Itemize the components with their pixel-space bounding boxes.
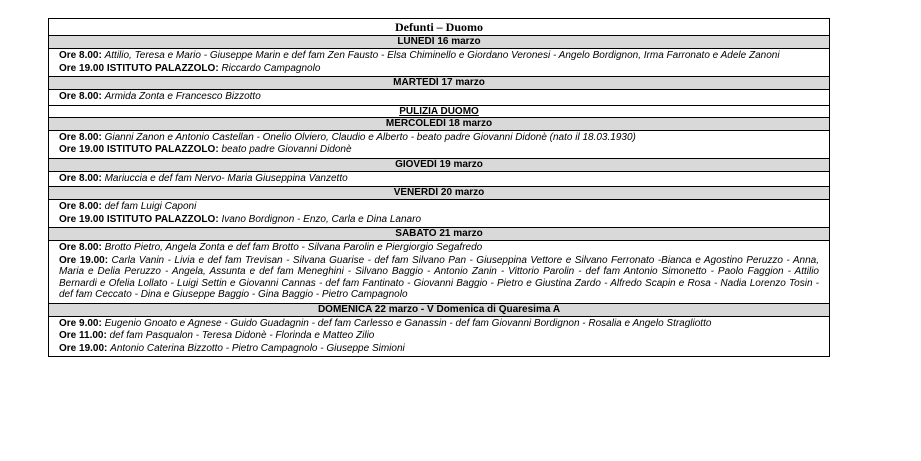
day-header-wednesday: MERCOLEDÍ 18 marzo xyxy=(49,118,829,131)
mass-time: Ore 9.00: xyxy=(59,317,102,329)
mass-intentions: Ivano Bordignon - Enzo, Carla e Dina Lanaro xyxy=(221,213,422,225)
mass-entry xyxy=(59,201,819,213)
mass-intentions: def fam Pasqualon - Teresa Didonè - Florinda e Matteo Zilio xyxy=(109,330,375,341)
mass-time: Ore 8.00: xyxy=(59,50,102,61)
mass-intentions: Gianni Zanon e Antonio Castellan - Onelio Olviero, Claudio e Alberto - beato padre Giovanni Didonè (nato il 18.03.1930) xyxy=(104,131,636,143)
mass-entry xyxy=(59,242,819,254)
mass-time: Ore 19.00: xyxy=(59,254,109,266)
mass-entry xyxy=(59,132,819,144)
day-header-thursday: GIOVEDÍ 19 marzo xyxy=(49,159,829,172)
mass-entry xyxy=(59,50,819,62)
mass-time: Ore 19.00 ISTITUTO PALAZZOLO: xyxy=(59,144,219,155)
day-header-saturday: SABATO 21 marzo xyxy=(49,228,829,241)
mass-time: Ore 8.00: xyxy=(59,172,102,184)
mass-time: Ore 8.00: xyxy=(59,201,102,212)
mass-time: Ore 8.00: xyxy=(59,131,102,143)
mass-entry xyxy=(59,214,819,226)
mass-entry xyxy=(59,318,819,330)
mass-entry xyxy=(59,63,819,75)
day-section-monday xyxy=(49,49,829,77)
day-section-wednesday xyxy=(49,131,829,159)
mass-intentions: Brotto Pietro, Angela Zonta e def fam Brotto - Silvana Parolin e Piergiorgio Segafredo xyxy=(104,242,483,253)
day-section-thursday xyxy=(49,172,829,188)
mass-intentions: def fam Luigi Caponi xyxy=(104,201,197,212)
mass-time: Ore 19.00 ISTITUTO PALAZZOLO: xyxy=(59,213,219,225)
day-section-sunday xyxy=(49,317,829,357)
cleaning-notice: PULIZIA DUOMO xyxy=(49,106,829,118)
day-section-saturday xyxy=(49,241,829,304)
mass-intentions: Riccardo Campagnolo xyxy=(221,62,321,74)
page-title: Defunti – Duomo xyxy=(49,19,829,36)
day-header-monday: LUNEDÍ 16 marzo xyxy=(49,36,829,49)
day-section-tuesday xyxy=(49,90,829,106)
mass-entry xyxy=(59,343,819,355)
mass-time: Ore 11.00: xyxy=(59,330,107,341)
mass-time: Ore 8.00: xyxy=(59,91,102,102)
mass-intentions: Attilio, Teresa e Mario - Giuseppe Marin e def fam Zen Fausto - Elsa Chiminello e Giordano Veronesi - Angelo Bordignon, Irma Farronato e Adele Zanoni xyxy=(104,50,780,61)
day-section-friday xyxy=(49,200,829,228)
day-header-tuesday: MARTEDÍ 17 marzo xyxy=(49,77,829,90)
mass-intentions: beato padre Giovanni Didonè xyxy=(221,144,352,155)
mass-intentions: Carla Vanin - Livia e def fam Trevisan - Silvana Guarise - def fam Silvano Pan - Giuseppina Vettore e Silvano Ferronato -Bianca e Agostino Peruzzo - Anna, Maria e Delia Peruzzo - Angela, Assunta e def fam Meneghini - Silvano Baggio - Antonio Zanin - Vittorio Parolin - def fam Antonio Simonetto - Paolo Faggion - Attilio Bernardi e Ofelia Lollato - Luigi Settin e Giovanni Cannas - def fam Fantinato - Giovanni Baggio - Pietro e Giustina Zardo - Alfredo Scapin e Rosa - Nadia Lorenzo Tosin - def fam Ceccato - Dina e Giuseppe Baggio - Gina Baggio - Pietro Campagnolo xyxy=(59,254,819,300)
mass-entry xyxy=(59,330,819,342)
mass-intentions: Armida Zonta e Francesco Bizzotto xyxy=(104,91,261,102)
day-header-sunday: DOMENICA 22 marzo - V Domenica di Quaresima A xyxy=(49,304,829,317)
mass-time: Ore 19.00: xyxy=(59,342,108,354)
mass-intentions: Mariuccia e def fam Nervo- Maria Giuseppina Vanzetto xyxy=(104,172,348,184)
mass-entry xyxy=(59,144,819,156)
mass-intentions: Eugenio Gnoato e Agnese - Guido Guadagnin - def fam Carlesso e Ganassin - def fam Giovanni Bordignon - Rosalia e Angelo Stragliotto xyxy=(104,317,712,329)
mass-time: Ore 19.00 ISTITUTO PALAZZOLO: xyxy=(59,62,219,74)
mass-entry xyxy=(59,173,819,185)
mass-schedule-table xyxy=(48,18,830,357)
mass-intentions: Antonio Caterina Bizzotto - Pietro Campagnolo - Giuseppe Simioni xyxy=(110,342,405,354)
day-header-friday: VENERDÍ 20 marzo xyxy=(49,187,829,200)
mass-entry xyxy=(59,91,819,103)
mass-time: Ore 8.00: xyxy=(59,242,102,253)
mass-entry xyxy=(59,255,819,301)
